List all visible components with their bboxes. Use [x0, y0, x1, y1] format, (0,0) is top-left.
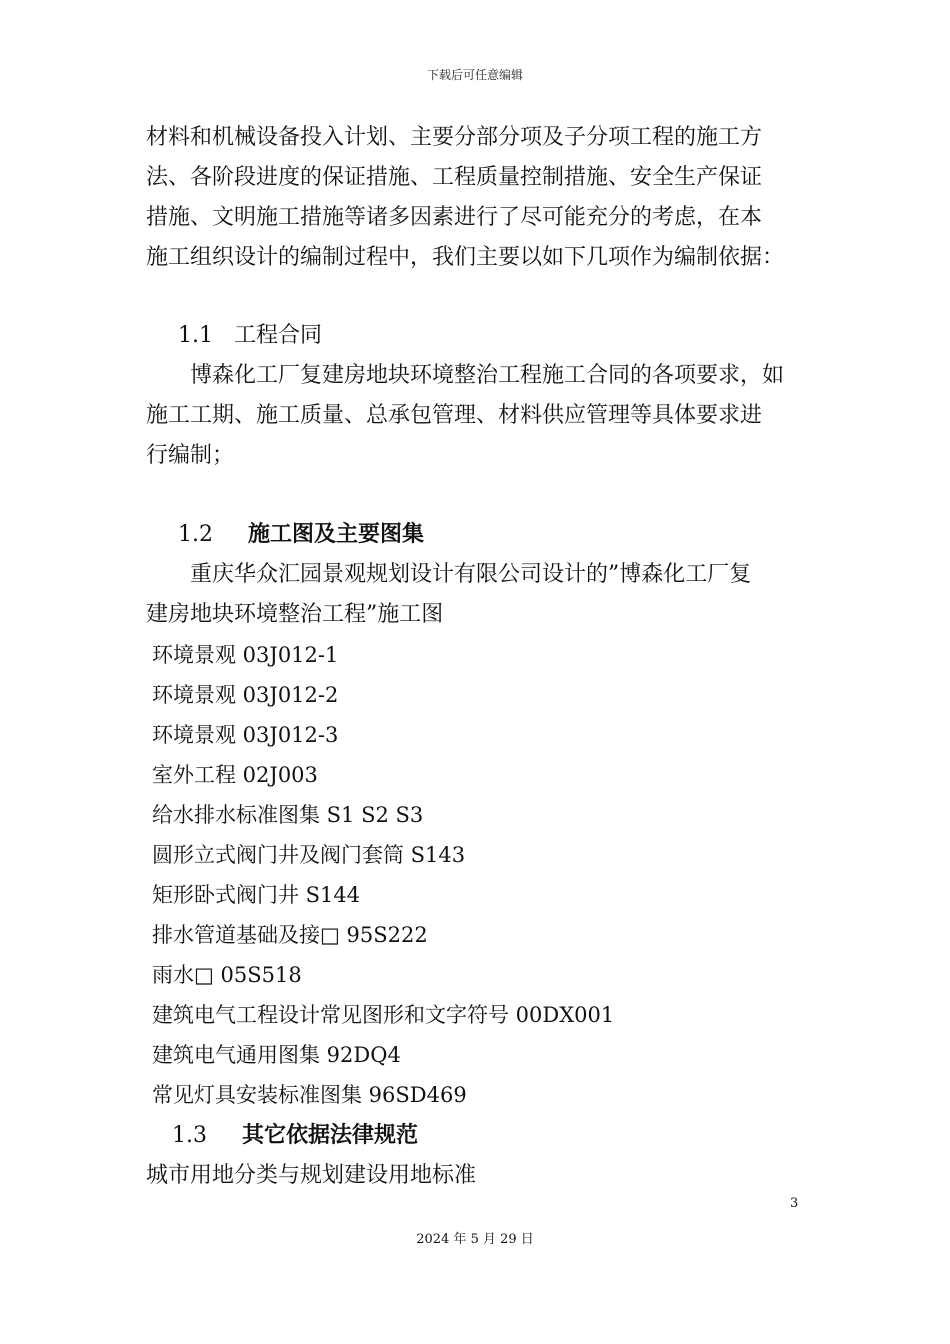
atlas-list-item: 环境景观 03J012-1 [152, 643, 339, 667]
section-title: 工程合同 [234, 323, 323, 348]
atlas-list-item: 圆形立式阀门井及阀门套筒 S143 [152, 843, 466, 867]
atlas-list-item: 排水管道基础及接□ 95S222 [152, 923, 428, 947]
intro-line: 法、各阶段进度的保证措施、工程质量控制措施、安全生产保证 [146, 165, 763, 190]
intro-line: 施工组织设计的编制过程中，我们主要以如下几项作为编制依据： [146, 245, 785, 270]
section-text: 重庆华众汇园景观规划设计有限公司设计的”博森化工厂复 [190, 562, 752, 587]
section-title: 施工图及主要图集 [248, 521, 425, 547]
section-text: 施工工期、施工质量、总承包管理、材料供应管理等具体要求进 [146, 403, 763, 428]
footer-date: 2024 年 5 月 29 日 [416, 1232, 534, 1247]
section-title: 其它依据法律规范 [242, 1122, 419, 1148]
atlas-list-item: 环境景观 03J012-3 [152, 723, 339, 747]
section-text: 博森化工厂复建房地块环境整治工程施工合同的各项要求，如 [190, 363, 785, 388]
intro-line: 材料和机械设备投入计划、主要分部分项及子分项工程的施工方 [146, 125, 763, 150]
atlas-list-item: 给水排水标准图集 S1 S2 S3 [152, 803, 424, 827]
document-body [146, 118, 816, 1196]
section-heading-1-1 [146, 316, 816, 356]
atlas-list-item: 矩形卧式阀门井 S144 [152, 883, 361, 907]
section-number: 1.3 [172, 1123, 207, 1148]
atlas-list-item: 雨水□ 05S518 [152, 963, 302, 987]
section-number: 1.2 [178, 522, 213, 547]
section-text: 城市用地分类与规划建设用地标准 [146, 1163, 477, 1188]
section-text: 行编制； [146, 443, 235, 468]
atlas-list-item: 常见灯具安装标准图集 96SD469 [152, 1083, 467, 1107]
page-number: 3 [790, 1196, 799, 1211]
atlas-list-item: 室外工程 02J003 [152, 763, 318, 787]
page-header-note: 下载后可任意编辑 [426, 68, 523, 82]
intro-line: 措施、文明施工措施等诸多因素进行了尽可能充分的考虑，在本 [146, 205, 763, 230]
section-heading-1-3 [146, 1115, 816, 1156]
section-text: 建房地块环境整治工程”施工图 [146, 602, 444, 627]
atlas-list-item: 环境景观 03J012-2 [152, 683, 339, 707]
section-heading-1-2 [146, 514, 816, 555]
atlas-list-item: 建筑电气工程设计常见图形和文字符号 00DX001 [152, 1003, 615, 1027]
atlas-list-item: 建筑电气通用图集 92DQ4 [152, 1043, 401, 1067]
section-number: 1.1 [178, 323, 213, 348]
